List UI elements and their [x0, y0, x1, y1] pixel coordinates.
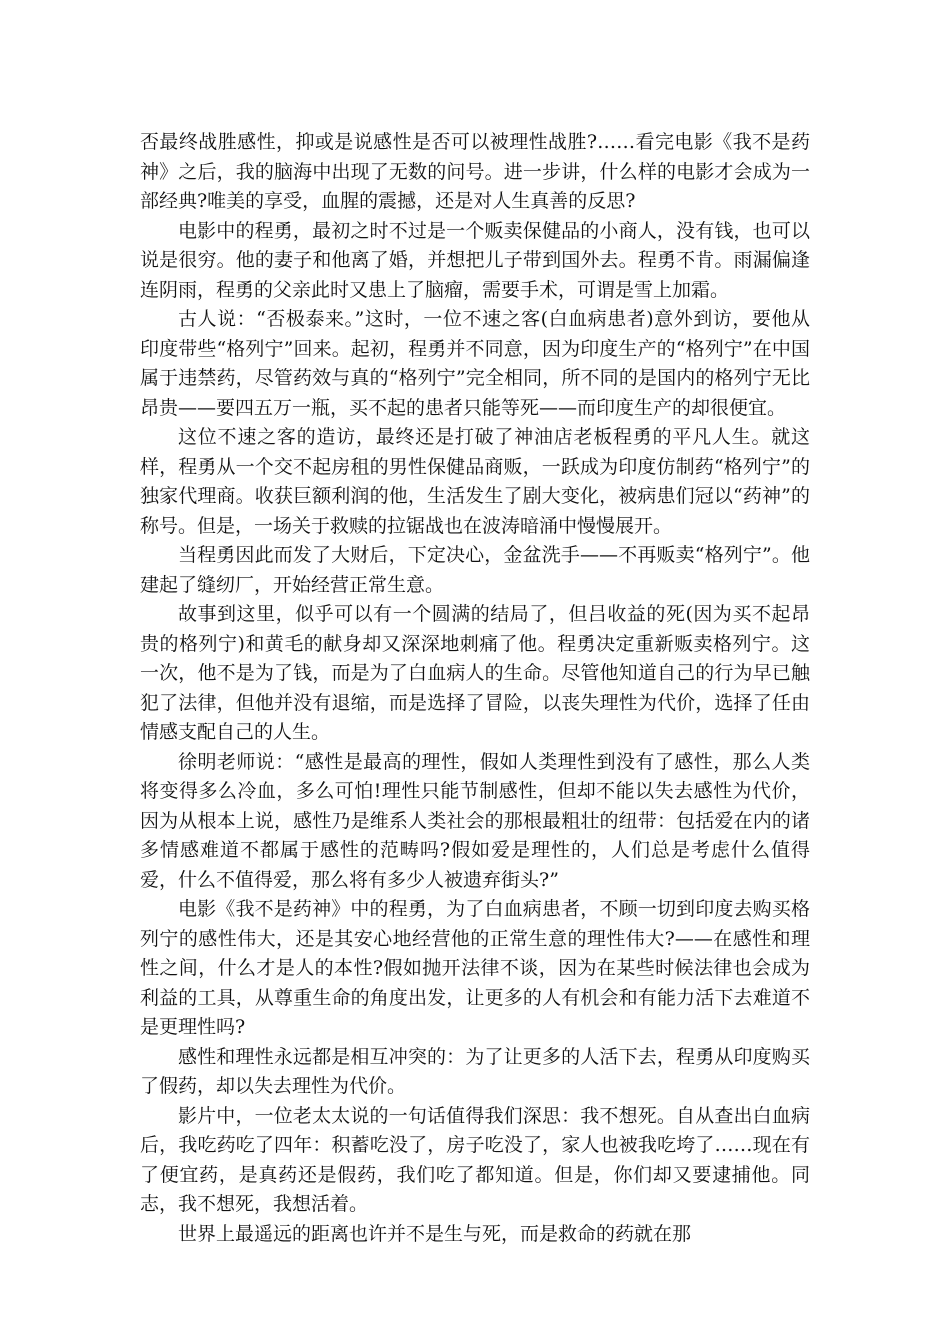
paragraph-sensibility-vs-reason: 电影《我不是药神》中的程勇，为了白血病患者，不顾一切到印度去购买格列宁的感性伟大，还是其安心地经营他的正常生意的理性伟大?——在感性和理性之间，什么才是人的本性?假如抛开法律不谈，因为在某些时候法律也会成为利益的工具，从尊重生命的角度出发，让更多的人有机会和有能力活下去难道不是更理性吗?: [140, 898, 810, 1038]
paragraph-continued-intro: 否最终战胜感性，抑或是说感性是否可以被理性战胜?……看完电影《我不是药神》之后，我的脑海中出现了无数的问号。进一步讲，什么样的电影才会成为一部经典?唯美的享受，血腥的震撼，还是对人生真善的反思?: [140, 131, 810, 212]
paragraph-unexpected-visitor: 古人说：“否极泰来。”这时，一位不速之客(白血病患者)意外到访，要他从印度带些“格列宁”回来。起初，程勇并不同意，因为印度生产的“格列宁”在中国属于违禁药，尽管药效与真的“格列宁”完全相同，所不同的是国内的格列宁无比昂贵——要四五万一瓶，买不起的患者只能等死——而印度生产的却很便宜。: [140, 308, 810, 419]
document-body: [140, 128, 810, 1249]
paragraph-teacher-quote: 徐明老师说：“感性是最高的理性，假如人类理性到没有了感性，那么人类将变得多么冷血，多么可怕!理性只能节制感性，但却不能以失去感性为代价，因为从根本上说，感性乃是维系人类社会的那根最粗壮的纽带：包括爱在内的诸多情感难道不都属于感性的范畴吗?假如爱是理性的，人们总是考虑什么值得爱，什么不值得爱，那么将有多少人被遗弃街头?”: [140, 750, 810, 891]
paragraph-conflict: 感性和理性永远都是相互冲突的：为了让更多的人活下去，程勇从印度购买了假药，却以失去理性为代价。: [140, 1045, 810, 1097]
paragraph-resume-selling: 故事到这里，似乎可以有一个圆满的结局了，但吕收益的死(因为买不起昂贵的格列宁)和黄毛的献身却又深深地刺痛了他。程勇决定重新贩卖格列宁。这一次，他不是为了钱，而是为了白血病人的生命。尽管他知道自己的行为早已触犯了法律，但他并没有退缩，而是选择了冒险，以丧失理性为代价，选择了任由情感支配自己的人生。: [140, 603, 810, 743]
paragraph-farthest-distance: 世界上最遥远的距离也许并不是生与死，而是救命的药就在那: [178, 1222, 692, 1245]
paragraph-quit-selling: 当程勇因此而发了大财后，下定决心，金盆洗手——不再贩卖“格列宁”。他建起了缝纫厂，开始经营正常生意。: [140, 544, 810, 596]
paragraph-sole-agent: 这位不速之客的造访，最终还是打破了神油店老板程勇的平凡人生。就这样，程勇从一个交不起房租的男性保健品商贩，一跃成为印度仿制药“格列宁”的独家代理商。收获巨额利润的他，生活发生了剧大变化，被病患们冠以“药神”的称号。但是，一场关于救赎的拉锯战也在波涛暗涌中慢慢展开。: [140, 426, 810, 537]
paragraph-chengyong-background: 电影中的程勇，最初之时不过是一个贩卖保健品的小商人，没有钱，也可以说是很穷。他的妻子和他离了婚，并想把儿子带到国外去。程勇不肯。雨漏偏逢连阴雨，程勇的父亲此时又患上了脑瘤，需要手术，可谓是雪上加霜。: [140, 219, 810, 301]
paragraph-old-lady: 影片中，一位老太太说的一句话值得我们深思：我不想死。自从查出白血病后，我吃药吃了四年：积蓄吃没了，房子吃没了，家人也被我吃垮了……现在有了便宜药，是真药还是假药，我们吃了都知道。但是，你们却又要逮捕他。同志，我不想死，我想活着。: [140, 1104, 810, 1215]
